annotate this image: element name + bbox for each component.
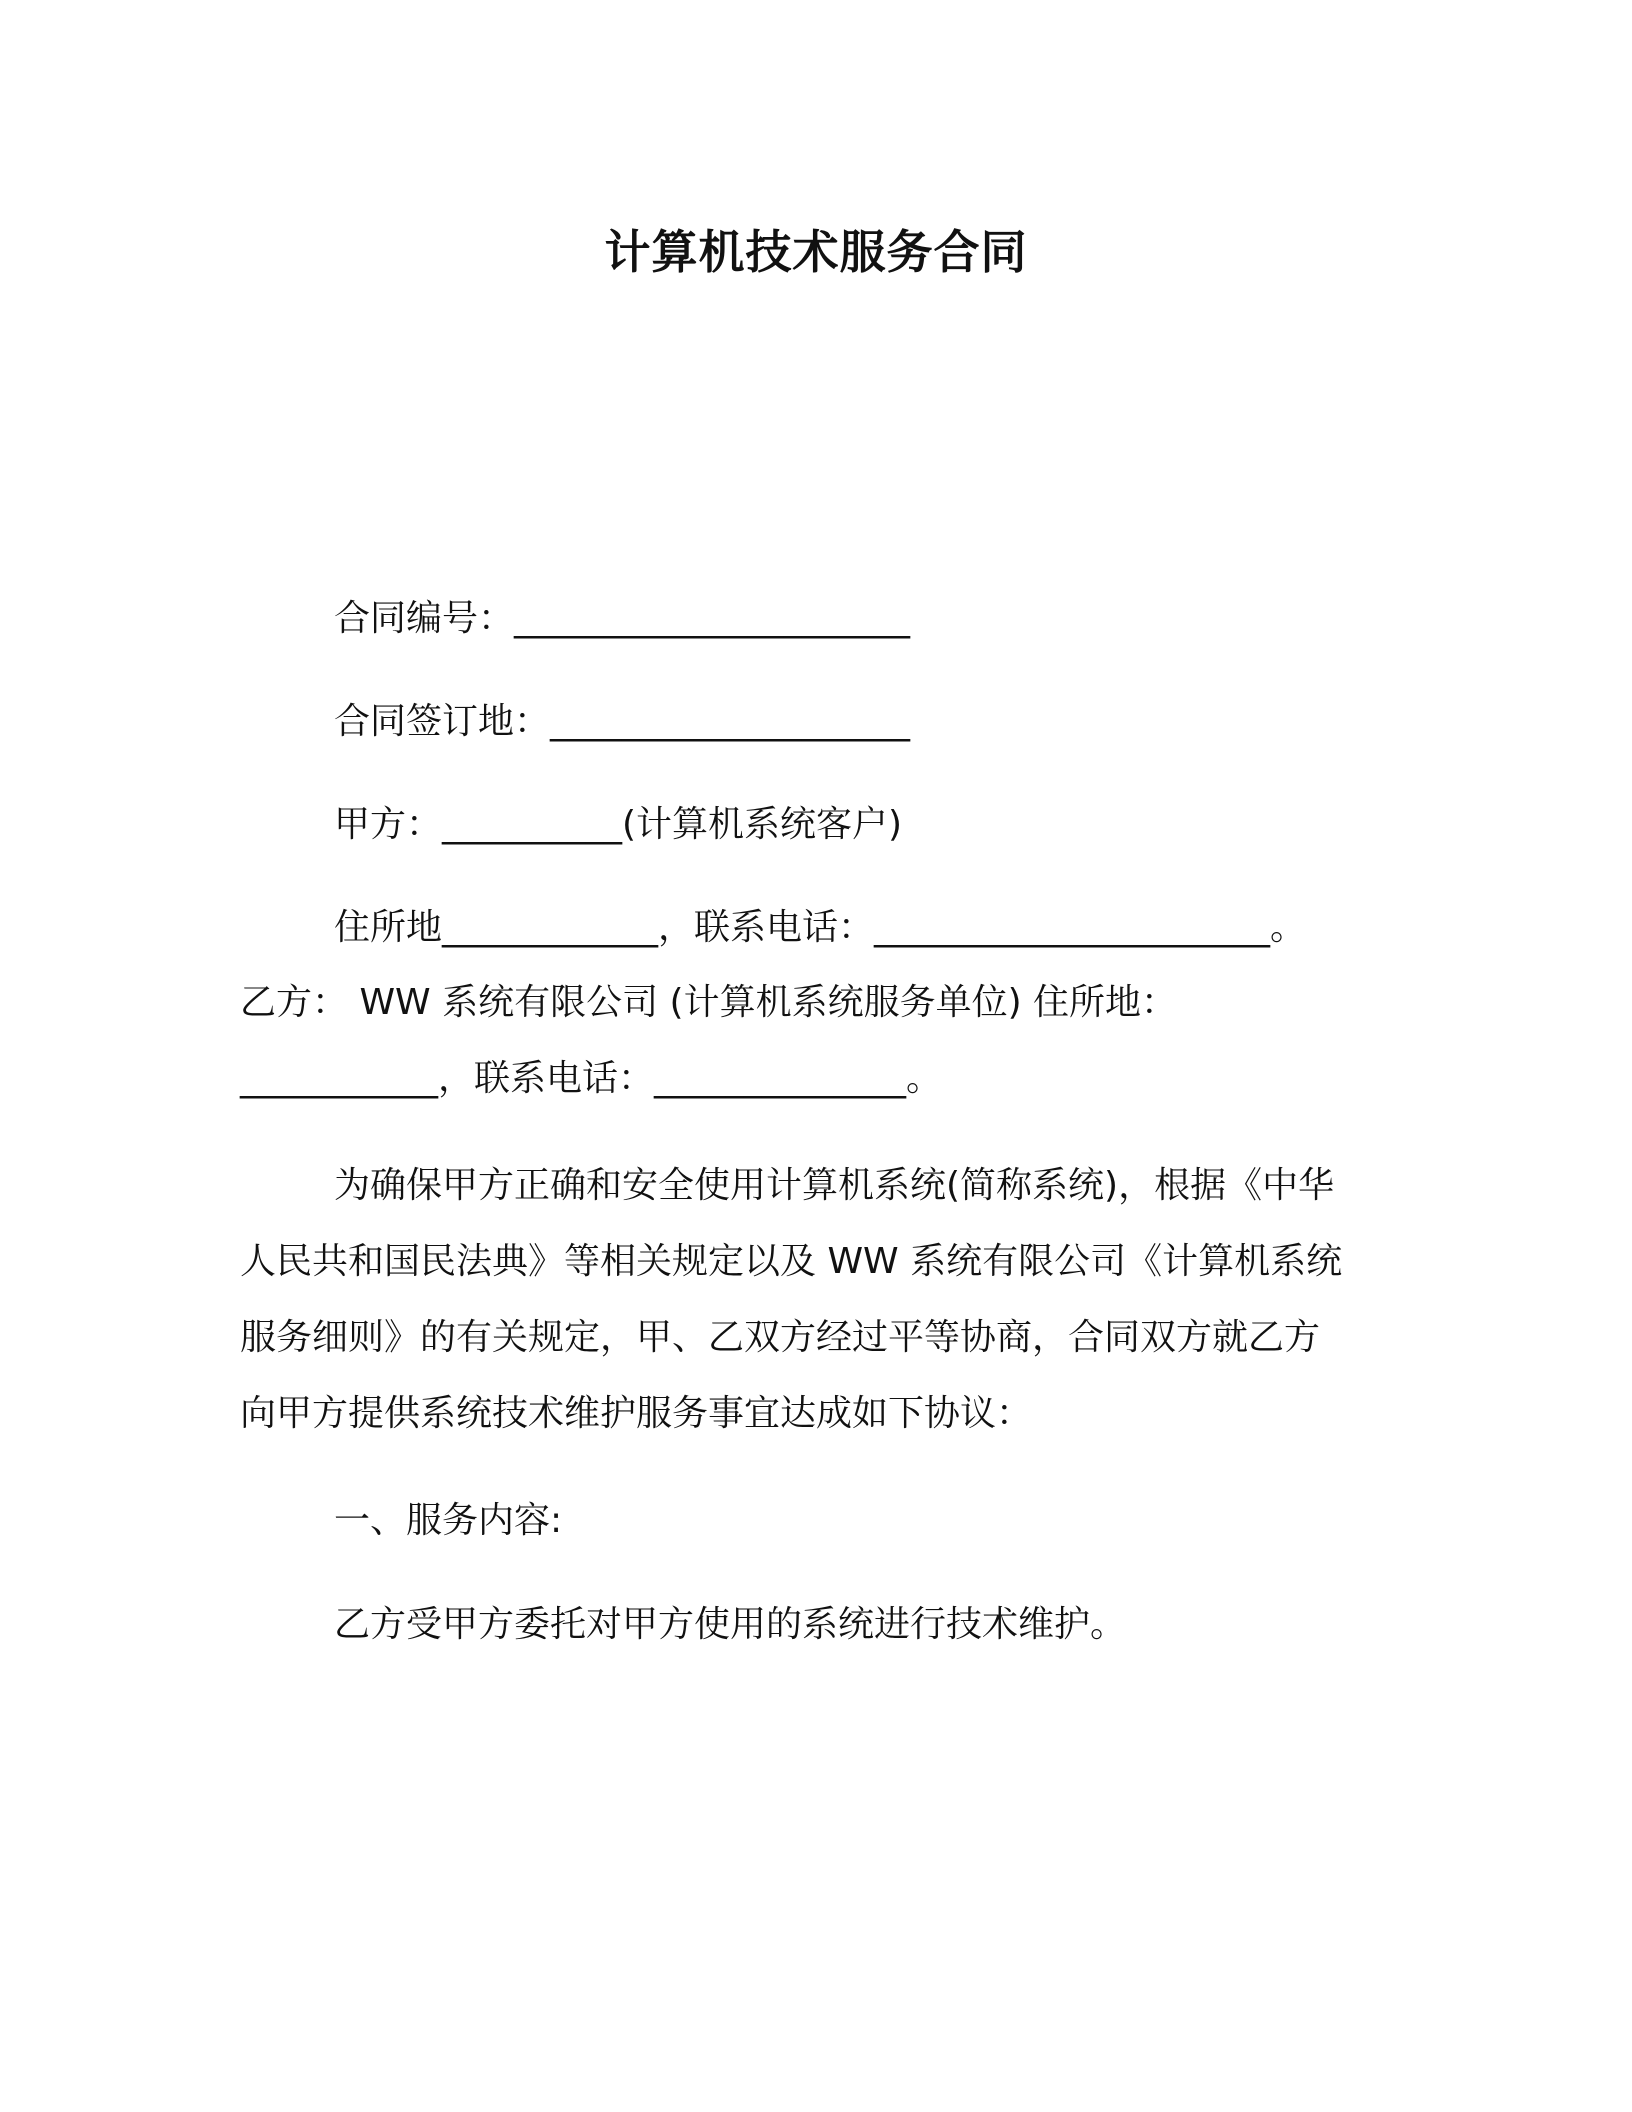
preamble-line: 服务细则》的有关规定，甲、乙双方经过平等协商，合同双方就乙方 xyxy=(240,1317,1321,1358)
section-heading: 一、服务内容: xyxy=(334,1500,563,1541)
party-b-line: 乙方： WW 系统有限公司 (计算机系统服务单位) 住所地： xyxy=(240,982,1178,1023)
signing-place-line: 合同签订地：____________________ xyxy=(334,701,911,742)
section-body: 乙方受甲方委托对甲方使用的系统进行技术维护。 xyxy=(334,1604,1127,1645)
preamble-line: 为确保甲方正确和安全使用计算机系统(简称系统)，根据《中华 xyxy=(334,1165,1335,1206)
document-title: 计算机技术服务合同 xyxy=(604,225,1028,279)
preamble-line: 人民共和国民法典》等相关规定以及 WW 系统有限公司《计算机系统 xyxy=(240,1241,1343,1282)
party-a-address-line: 住所地____________，联系电话：______________________。 xyxy=(334,907,1307,948)
contract-number-line: 合同编号：______________________ xyxy=(334,598,911,639)
preamble-line: 向甲方提供系统技术维护服务事宜达成如下协议： xyxy=(240,1393,1033,1434)
party-b-contact-line: ___________，联系电话：______________。 xyxy=(240,1058,943,1099)
party-a-line: 甲方：__________(计算机系统客户) xyxy=(334,804,903,845)
